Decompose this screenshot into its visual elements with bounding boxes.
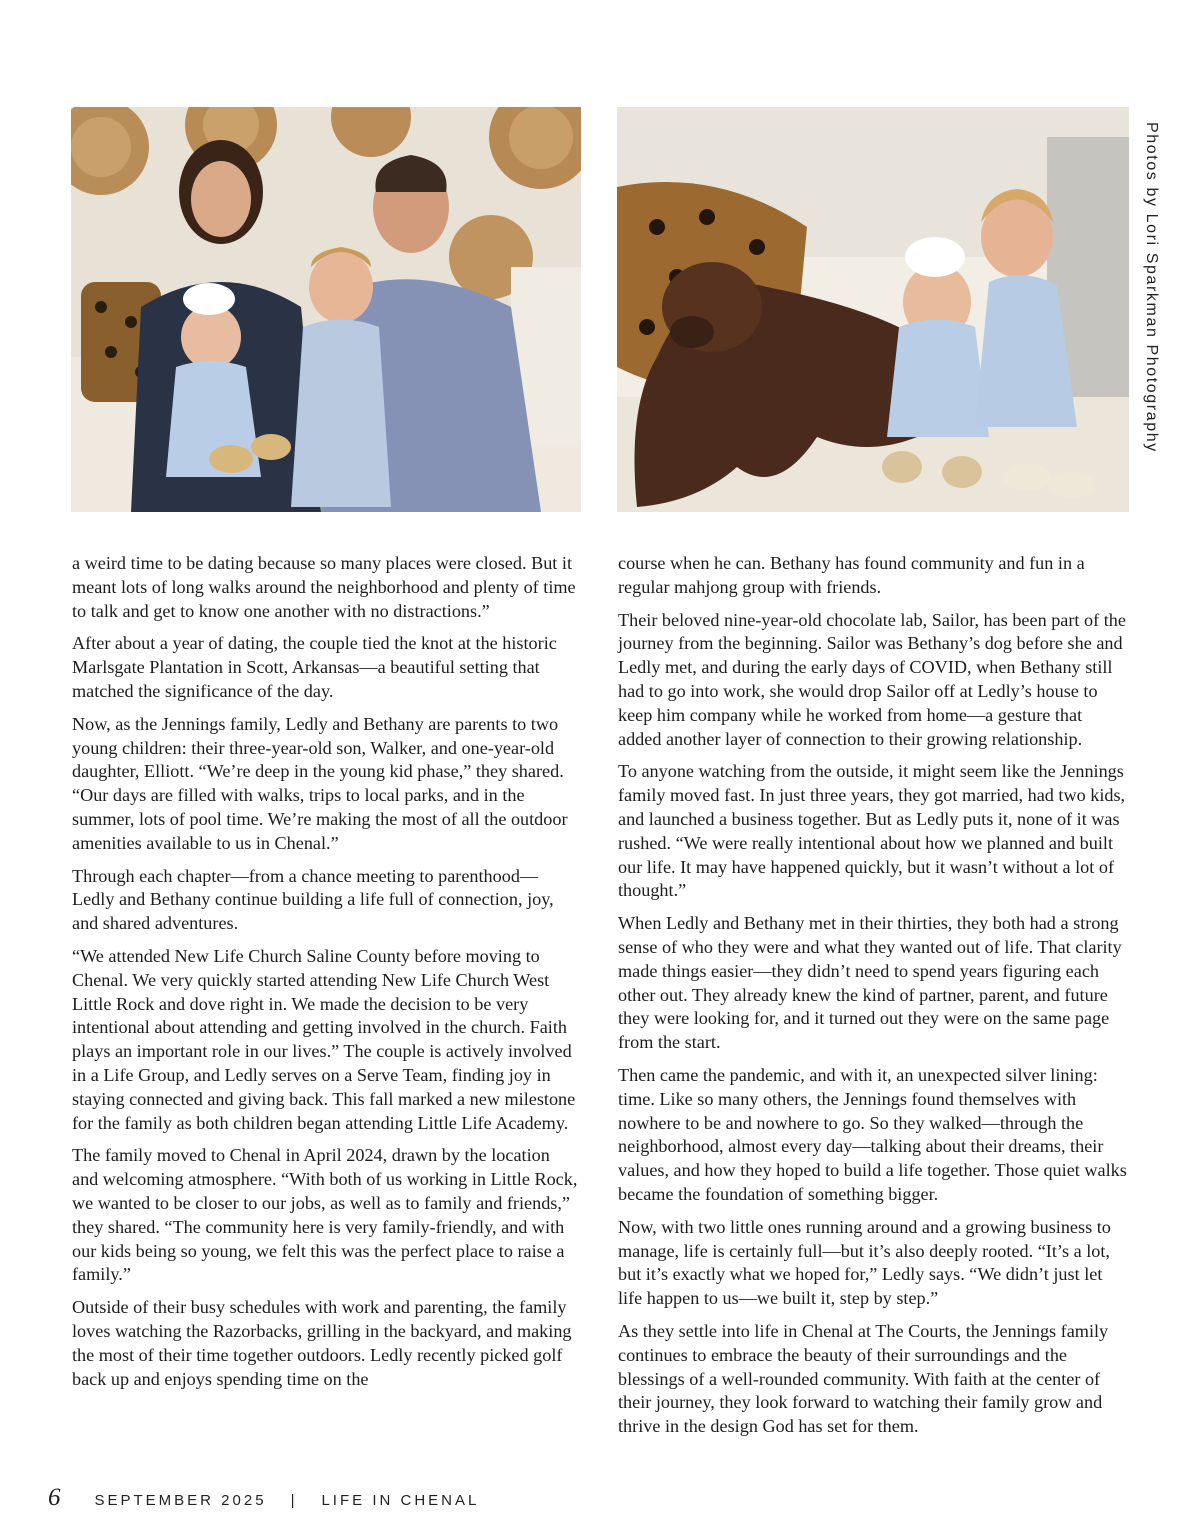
paragraph: When Ledly and Bethany met in their thirties, they both had a strong sense of who they were and what they wanted out of life. That clarity made things easier—they didn’t need to spend years figuring each other out. They already knew the kind of partner, parent, and future they were looking for, and it turned out they were on the same page from the start. [618,913,1122,1053]
article-column-left [72,552,579,1400]
paragraph: course when he can. Bethany has found community and fun in a regular mahjong group with friends. [618,553,1085,597]
paragraph: After about a year of dating, the couple tied the knot at the historic Marlsgate Plantation in Scott, Arkansas—a beautiful setting that matched the significance of the day. [72,633,557,701]
article-column-right [618,552,1128,1448]
issue-date: SEPTEMBER 2025 [94,1492,267,1509]
paragraph: As they settle into life in Chenal at The Courts, the Jennings family continues to embrace the beauty of their surroundings and the blessings of a well-rounded community. With faith at the center of their journey, they look forward to watching their family grow and thrive in the design God has set for them. [618,1320,1109,1437]
paragraph: Then came the pandemic, and with it, an unexpected silver lining: time. Like so many others, the Jennings found themselves with nowhere to be and nowhere to go. So they walked—through the neighborhood, almost every day—talking about their dreams, their values, and how they hoped to build a life together. Those quiet walks became the foundation of something bigger. [618,1064,1127,1204]
paragraph: Their beloved nine-year-old chocolate lab, Sailor, has been part of the journey from the beginning. Sailor was Bethany’s dog before she and Ledly met, and during the early days of COVID, when Bethany still had to go into work, she would drop Sailor off at Ledly’s house to keep him company while he worked from home—a gesture that added another layer of connection to their growing relationship. [618,609,1126,749]
page-footer [48,1484,479,1514]
publication-name: LIFE IN CHENAL [321,1492,480,1509]
paragraph: a weird time to be dating because so many places were closed. But it meant lots of long walks around the neighborhood and plenty of time to talk and get to know one another with no distractions.” [72,553,576,621]
paragraph: Now, with two little ones running around and a growing business to manage, life is certainly full—but it’s also deeply rooted. “It’s a lot, but it’s exactly what we hoped for,” Ledly says. “We didn’t just let life happen to us—we built it, step by step.” [618,1216,1111,1309]
paragraph: Now, as the Jennings family, Ledly and Bethany are parents to two young children: their three-year-old son, Walker, and one-year-old daughter, Elliott. “We’re deep in the young kid phase,” they shared. “Our days are filled with walks, trips to local parks, and in the summer, lots of pool time. We’re making the most of all the outdoor amenities available to us in Chenal.” [72,713,568,853]
paragraph: “We attended New Life Church Saline County before moving to Chenal. We very quickly started attending New Life Church West Little Rock and dove right in. We made the decision to be very intentional about attending and getting involved in the church. Faith plays an important role in our lives.” The couple is actively involved in a Life Group, and Ledly serves on a Serve Team, finding joy in staying connected and giving back. This fall marked a new milestone for the family as both children began attending Little Life Academy. [72,945,576,1133]
family-portrait-photo [71,107,581,512]
paragraph: The family moved to Chenal in April 2024, drawn by the location and welcoming atmosphere. “With both of us working in Little Rock, we wanted to be closer to our jobs, as well as to family and friends,” they shared. “The community here is very family-friendly, and with our kids being so young, we felt this was the perfect place to raise a family.” [72,1145,578,1285]
page-number: 6 [48,1484,61,1511]
footer-separator: | [290,1492,298,1509]
kids-with-dog-photo [617,107,1129,512]
paragraph: To anyone watching from the outside, it might seem like the Jennings family moved fast. In just three years, they got married, had two kids, and launched a business together. But as Ledly puts it, none of it was rushed. “We were really intentional about how we planned and built our life. It may have happened quickly, but it wasn’t without a lot of thought.” [618,761,1126,901]
photo-credit: Photos by Lori Sparkman Photography [1143,122,1160,453]
paragraph: Through each chapter—from a chance meeting to parenthood—Ledly and Bethany continue building a life full of connection, joy, and shared adventures. [72,865,554,934]
paragraph: Outside of their busy schedules with work and parenting, the family loves watching the Razorbacks, grilling in the backyard, and making the most of their time together outdoors. Ledly recently picked golf back up and enjoys spending time on the [72,1297,572,1389]
